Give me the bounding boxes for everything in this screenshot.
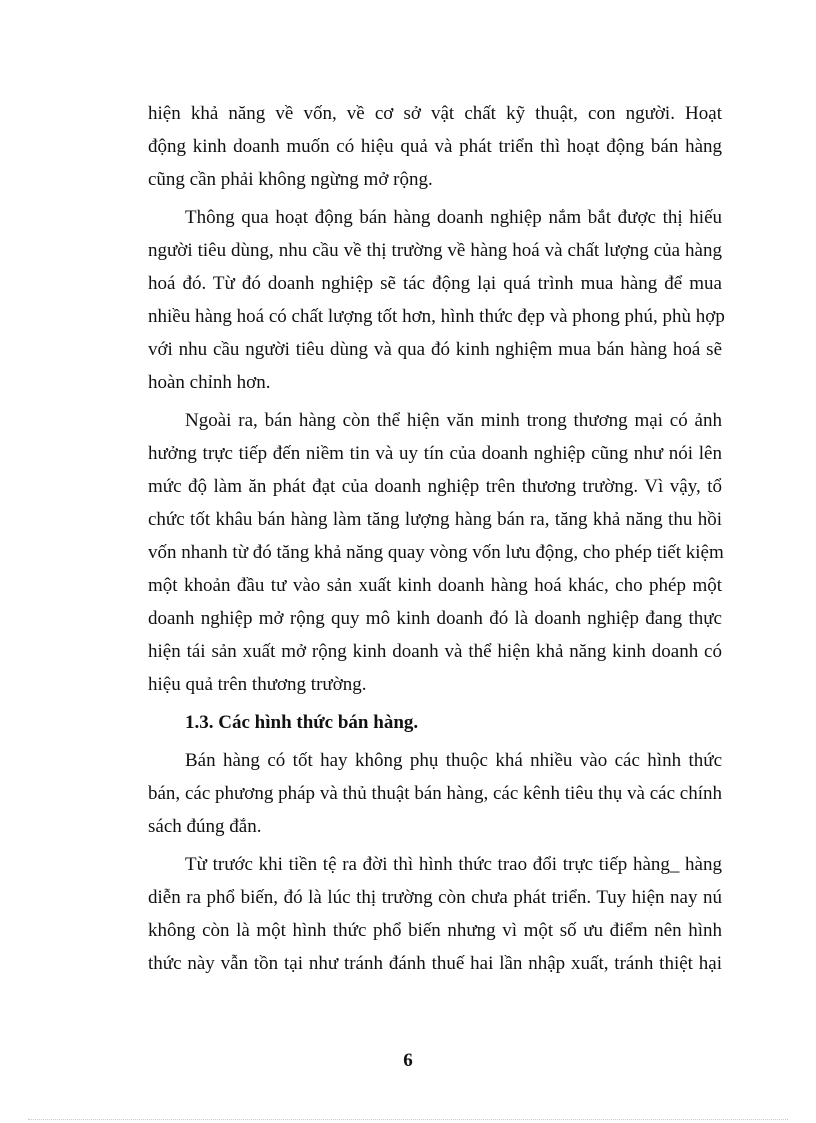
text-line: diễn ra phổ biến, đó là lúc thị trường còn chưa phát triển. Tuy hiện nay nú (148, 887, 722, 908)
text-line: cũng cần phải không ngừng mở rộng. (148, 169, 433, 190)
text-line: Bán hàng có tốt hay không phụ thuộc khá nhiều vào các hình thức (185, 750, 722, 771)
text-line: người tiêu dùng, nhu cầu về thị trường về hàng hoá và chất lượng của hàng (148, 240, 722, 261)
text-line: hiện tái sản xuất mở rộng kinh doanh và thể hiện khả năng kinh doanh có (148, 641, 722, 662)
text-line: động kinh doanh muốn có hiệu quả và phát triển thì hoạt động bán hàng (148, 136, 722, 157)
text-line: vốn nhanh từ đó tăng khả năng quay vòng vốn lưu động, cho phép tiết kiệm (148, 542, 724, 563)
text-line: với nhu cầu người tiêu dùng và qua đó kinh nghiệm mua bán hàng hoá sẽ (148, 339, 722, 360)
text-line: hiện khả năng về vốn, về cơ sở vật chất kỹ thuật, con người. Hoạt (148, 103, 722, 124)
text-line: sách đúng đắn. (148, 816, 262, 837)
text-line: Từ trước khi tiền tệ ra đời thì hình thức trao đổi trực tiếp hàng_ hàng (185, 854, 722, 875)
text-line: hưởng trực tiếp đến niềm tin và uy tín của doanh nghiệp cũng như nói lên (148, 443, 722, 464)
footer-divider (28, 1119, 788, 1120)
text-line: Thông qua hoạt động bán hàng doanh nghiệp nắm bắt được thị hiếu (185, 207, 722, 228)
text-line: nhiều hàng hoá có chất lượng tốt hơn, hình thức đẹp và phong phú, phù hợp (148, 306, 725, 327)
section-heading: 1.3. Các hình thức bán hàng. (185, 712, 419, 733)
text-line: thức này vẫn tồn tại như tránh đánh thuế hai lần nhập xuất, tránh thiệt hại (148, 953, 722, 974)
text-line: chức tốt khâu bán hàng làm tăng lượng hàng bán ra, tăng khả năng thu hồi (148, 509, 722, 530)
text-line: một khoản đầu tư vào sản xuất kinh doanh hàng hoá khác, cho phép một (148, 575, 722, 596)
text-line: hoàn chỉnh hơn. (148, 372, 271, 393)
text-line: doanh nghiệp mở rộng quy mô kinh doanh đó là doanh nghiệp đang thực (148, 608, 722, 629)
text-line: không còn là một hình thức phổ biến nhưng vì một số ưu điểm nên hình (148, 920, 722, 941)
text-line: bán, các phương pháp và thủ thuật bán hàng, các kênh tiêu thụ và các chính (148, 783, 722, 804)
text-line: mức độ làm ăn phát đạt của doanh nghiệp trên thương trường. Vì vậy, tổ (148, 476, 722, 497)
text-line: hoá đó. Từ đó doanh nghiệp sẽ tác động lại quá trình mua hàng để mua (148, 273, 722, 294)
page-number: 6 (403, 1050, 413, 1071)
text-line: Ngoài ra, bán hàng còn thể hiện văn minh trong thương mại có ảnh (185, 410, 722, 431)
text-line: hiệu quả trên thương trường. (148, 674, 367, 695)
